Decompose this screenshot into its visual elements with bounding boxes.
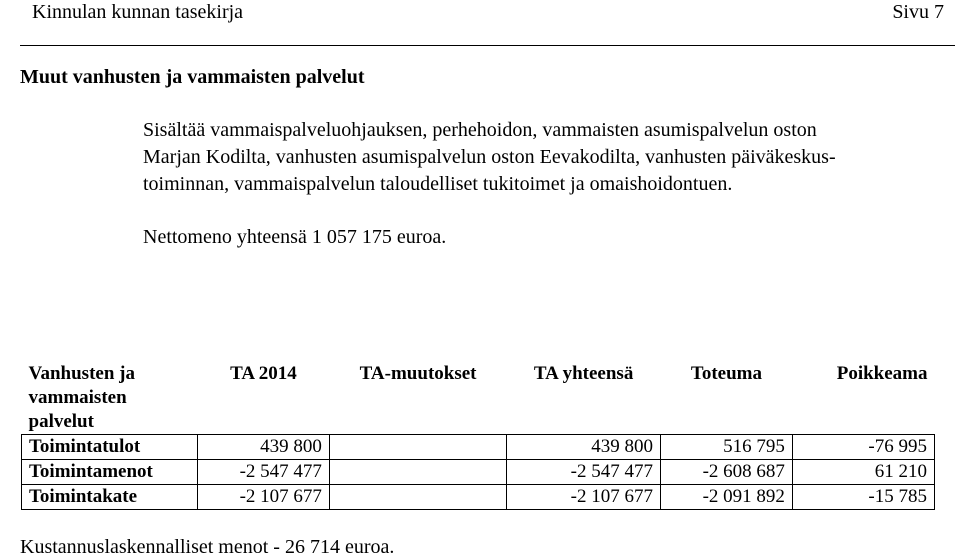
row-label: Toimintakate: [22, 485, 198, 510]
table-row: [22, 485, 935, 510]
table-row: [22, 435, 935, 460]
cell-poikkeama: 61 210: [792, 460, 934, 485]
header-divider: [20, 45, 955, 46]
cell-ta-muutokset: [329, 485, 506, 510]
description-line: toiminnan, vammaispalvelun taloudelliset tukitoimet ja omaishoidontuen.: [143, 173, 733, 195]
table-row: [22, 460, 935, 485]
cell-ta-yhteensa: -2 547 477: [507, 460, 661, 485]
section-title: Muut vanhusten ja vammaisten palvelut: [20, 66, 365, 88]
description-line: Marjan Kodilta, vanhusten asumispalvelun oston Eevakodilta, vanhusten päiväkeskus-: [143, 146, 836, 168]
cell-ta-muutokset: [329, 435, 506, 460]
column-header-ta2014: TA 2014: [230, 363, 297, 384]
column-header-poikkeama: Poikkeama: [836, 363, 928, 384]
cell-poikkeama: -15 785: [792, 485, 934, 510]
cell-toteuma: 516 795: [661, 435, 793, 460]
cell-toteuma: -2 091 892: [661, 485, 793, 510]
footer-note: Kustannuslaskennalliset menot - 26 714 euroa.: [20, 536, 395, 558]
column-header-toteuma: Toteuma: [690, 363, 762, 384]
cell-ta2014: 439 800: [198, 435, 330, 460]
row-label: Toimintamenot: [22, 460, 198, 485]
cell-poikkeama: -76 995: [792, 435, 934, 460]
cell-toteuma: -2 608 687: [661, 460, 793, 485]
section-description: [143, 117, 943, 198]
page-number: Sivu 7: [892, 1, 944, 23]
cell-ta2014: -2 547 477: [198, 460, 330, 485]
column-header-ta-yhteensa: TA yhteensä: [533, 363, 634, 384]
net-cost-text: Nettomeno yhteensä 1 057 175 euroa.: [143, 226, 447, 248]
description-line: Sisältää vammaispalveluohjauksen, perhehoidon, vammaisten asumispalvelun oston: [143, 119, 817, 141]
cell-ta-yhteensa: 439 800: [507, 435, 661, 460]
column-header-ta-muutokset: TA-muutokset: [359, 363, 477, 384]
row-label: Toimintatulot: [22, 435, 198, 460]
table-header-row: [22, 360, 935, 435]
column-header-category: Vanhusten ja vammaisten palvelut: [28, 363, 135, 432]
financial-table: [21, 360, 935, 510]
cell-ta-yhteensa: -2 107 677: [507, 485, 661, 510]
cell-ta-muutokset: [329, 460, 506, 485]
document-title: Kinnulan kunnan tasekirja: [32, 1, 244, 23]
cell-ta2014: -2 107 677: [198, 485, 330, 510]
